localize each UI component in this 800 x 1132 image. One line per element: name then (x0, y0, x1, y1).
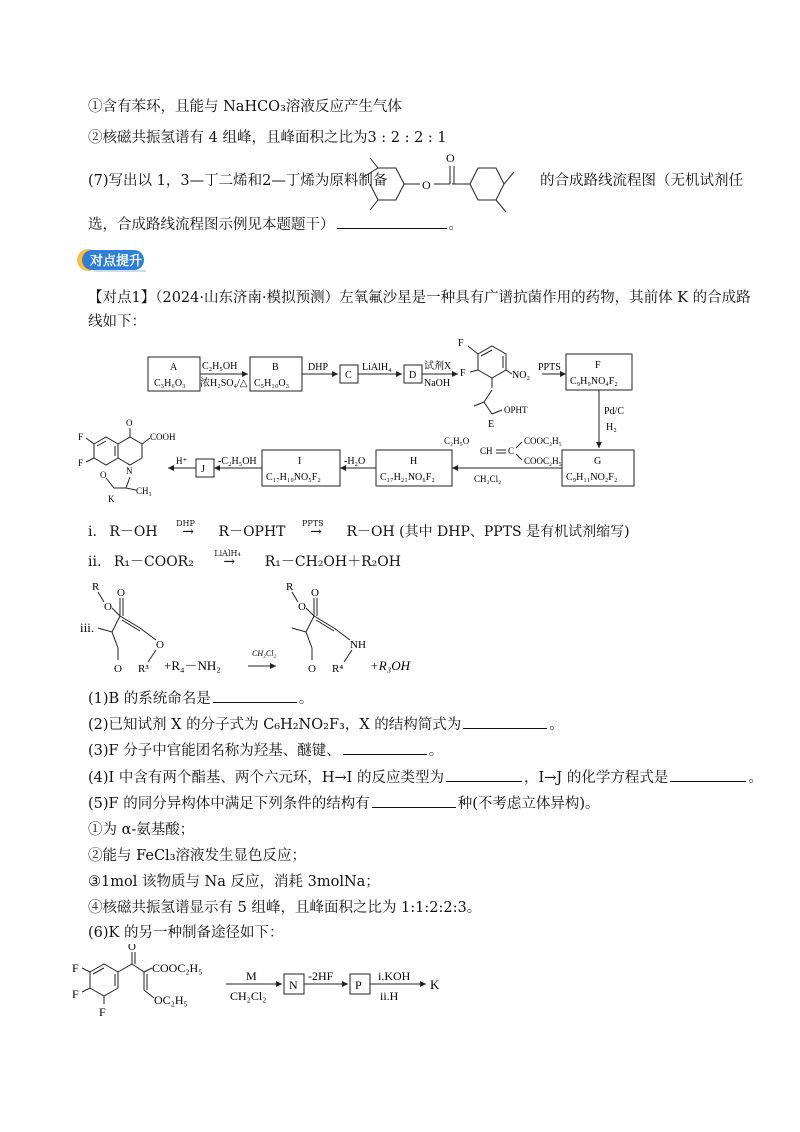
svg-text:O: O (104, 601, 112, 613)
svg-text:N: N (126, 466, 133, 476)
problem-intro-2: 线如下： (88, 314, 146, 330)
target-molecule-structure (342, 148, 530, 218)
question-4: (4)I 中含有两个酯基、两个六元环，H→I 的反应类型为 ，I→J 的化学方程式是 。 (88, 767, 763, 789)
svg-text:CH₂Cl₂: CH₂Cl₂ (252, 649, 277, 658)
svg-text:CH: CH (480, 446, 493, 456)
reagent-1-bottom: 浓H₂SO₄/△ (200, 378, 248, 389)
reagent-2: DHP (308, 362, 329, 373)
condition-c: ③1mol 该物质与 Na 反应，消耗 3molNa； (88, 874, 380, 890)
info-i: i. R－OH DHP → R－OPHT PPTS → R－OH (其中 DHP、PPTS 是有机试剂缩写) (88, 519, 630, 540)
answer-blank-4b[interactable] (670, 767, 746, 782)
svg-text:K: K (108, 494, 115, 504)
compound-J-label: J (201, 464, 205, 475)
info-ii: ii. R₁－COOR₂ LiAlH₄ → R₁－CH₂OH＋R₂OH (88, 549, 401, 570)
svg-text:O: O (128, 944, 136, 953)
answer-blank-3[interactable] (343, 740, 427, 755)
question-1: (1)B 的系统命名是 。 (88, 688, 313, 710)
reagent-1-top: C₂H₅OH (202, 361, 238, 372)
svg-text:+R₃OH: +R₃OH (370, 658, 411, 673)
reagent-10: H⁺ (176, 456, 188, 466)
svg-text:O: O (298, 601, 306, 613)
reagent-5: PPTS (538, 362, 561, 373)
svg-text:E: E (488, 419, 495, 430)
compound-I-label: I (298, 456, 302, 467)
svg-text:M: M (246, 969, 257, 983)
svg-text:O: O (156, 639, 164, 651)
svg-text:N: N (289, 978, 298, 992)
condition-a: ①为 α-氨基酸； (88, 822, 195, 838)
problem-intro-1: 【对点1】（2024·山东济南·模拟预测）左氧氟沙星是一种具有广谱抗菌作用的药物，其前体 K 的合成路 (88, 290, 751, 306)
svg-text:C: C (508, 446, 515, 456)
svg-text:R³: R³ (138, 663, 149, 675)
compound-G-label: G (594, 456, 602, 467)
reagent-7-ethoxy: C₂H₅O (444, 436, 470, 446)
answer-blank-4a[interactable] (446, 767, 522, 782)
svg-text:NO₂: NO₂ (512, 370, 530, 381)
reagent-6-top: Pd/C (604, 406, 625, 417)
svg-text:F: F (72, 987, 79, 1001)
reagent-3: LiAlH₄ (362, 362, 392, 373)
question-3: (3)F 分子中官能团名称为羟基、醚键、 。 (88, 740, 443, 762)
reagent-9: -C₂H₅OH (218, 456, 257, 467)
condition-1: ①含有苯环，且能与 NaHCO₃溶液反应产生气体 (88, 99, 402, 115)
svg-text:i.KOH: i.KOH (378, 969, 411, 983)
condition-d: ④核磁共振氢谱显示有 5 组峰，且峰面积之比为 1:1:2:2:3。 (88, 900, 482, 916)
svg-text:COOC₂H₅: COOC₂H₅ (524, 456, 562, 466)
route-6-scheme (70, 944, 490, 1044)
reagent-4-bottom: NaOH (424, 378, 451, 389)
compound-D-label: D (409, 370, 417, 381)
compound-A-formula: C₃H₆O₃ (154, 378, 186, 389)
question-5: (5)F 的同分异构体中满足下列条件的结构有 种(不考虑立体异构)。 (88, 793, 600, 815)
compound-H-formula: C₁₇H₂₁NO₆F₂ (380, 472, 435, 483)
compound-K-structure (78, 418, 176, 504)
compound-I-formula: C₁₇H₁₉NO₅F₂ (266, 472, 321, 483)
svg-text:F: F (78, 432, 84, 442)
svg-text:F: F (78, 458, 84, 468)
svg-text:R: R (92, 581, 100, 593)
starting-material-structure (72, 944, 202, 1019)
svg-text:O: O (126, 418, 133, 428)
answer-blank-1[interactable] (213, 688, 297, 703)
practice-badge (76, 247, 150, 273)
svg-text:COOH: COOH (150, 432, 176, 442)
svg-text:P: P (355, 978, 362, 992)
condition-b: ②能与 FeCl₃溶液发生显色反应； (88, 848, 307, 864)
svg-text:O: O (114, 663, 122, 675)
question-7-part-b: 的合成路线流程图（无机试剂任 (540, 173, 743, 189)
svg-text:OPHT: OPHT (504, 405, 528, 415)
svg-text:O: O (311, 587, 319, 599)
reagent-8: -H₂O (344, 456, 366, 467)
badge-label: 对点提升 (90, 254, 143, 269)
compound-E-structure (458, 338, 530, 430)
svg-text:ii.H: ii.H (380, 989, 399, 1003)
svg-text:F: F (72, 961, 79, 975)
synthesis-scheme (60, 332, 650, 512)
compound-G-formula: C₉H₁₁NO₂F₂ (566, 472, 618, 483)
reagent-6-bottom: H₂ (606, 422, 617, 433)
svg-text:R⁴: R⁴ (332, 663, 344, 675)
svg-text:O: O (100, 470, 107, 480)
compound-H-label: H (410, 456, 418, 467)
ester-oxygen: O (422, 178, 431, 192)
question-2: (2)已知试剂 X 的分子式为 C₆H₂NO₂F₃，X 的结构简式为 。 (88, 714, 564, 736)
condition-2: ②核磁共振氢谱有 4 组峰，且峰面积之比为3 : 2 : 2 : 1 (88, 130, 447, 146)
svg-text:K: K (430, 977, 440, 992)
info-iii-reaction (80, 578, 500, 678)
svg-text:+R₄－NH₂: +R₄－NH₂ (164, 658, 221, 673)
compound-C-label: C (345, 370, 352, 381)
svg-text:iii.: iii. (80, 620, 95, 635)
compound-B-label: B (272, 362, 279, 373)
question-7-part-c: 选，合成路线流程图示例见本题题干） 。 (88, 214, 463, 236)
answer-blank-5[interactable] (372, 793, 456, 808)
question-7-part-a: (7)写出以 1，3—丁二烯和2—丁烯为原料制备 (88, 173, 388, 189)
svg-text:F: F (99, 1005, 106, 1019)
reagent-4-top: 试剂X (424, 361, 452, 372)
svg-text:OC₂H₅: OC₂H₅ (154, 993, 188, 1007)
svg-text:O: O (117, 587, 125, 599)
svg-text:CH₃: CH₃ (136, 486, 152, 496)
svg-text:F: F (458, 338, 464, 349)
svg-text:R: R (286, 581, 294, 593)
compound-F-formula: C₉H₉NO₄F₂ (570, 376, 618, 387)
answer-blank-2[interactable] (463, 714, 547, 729)
svg-text:F: F (460, 368, 466, 379)
compound-B-formula: C₅H₁₀O₃ (254, 378, 290, 389)
svg-text:CH₂Cl₂: CH₂Cl₂ (230, 989, 267, 1003)
reagent-7-solvent: CH₂Cl₂ (474, 474, 502, 484)
svg-text:NH: NH (350, 639, 366, 651)
svg-text:-2HF: -2HF (308, 969, 334, 983)
carbonyl-oxygen: O (446, 151, 455, 165)
svg-text:O: O (308, 663, 316, 675)
svg-text:COOC₂H₅: COOC₂H₅ (524, 436, 562, 446)
compound-J-box (196, 459, 214, 477)
compound-F-label: F (595, 360, 601, 371)
answer-blank-7[interactable] (337, 214, 447, 229)
compound-A-label: A (170, 362, 178, 373)
question-6: (6)K 的另一种制备途径如下： (88, 925, 284, 941)
svg-text:COOC₂H₅: COOC₂H₅ (152, 961, 203, 975)
